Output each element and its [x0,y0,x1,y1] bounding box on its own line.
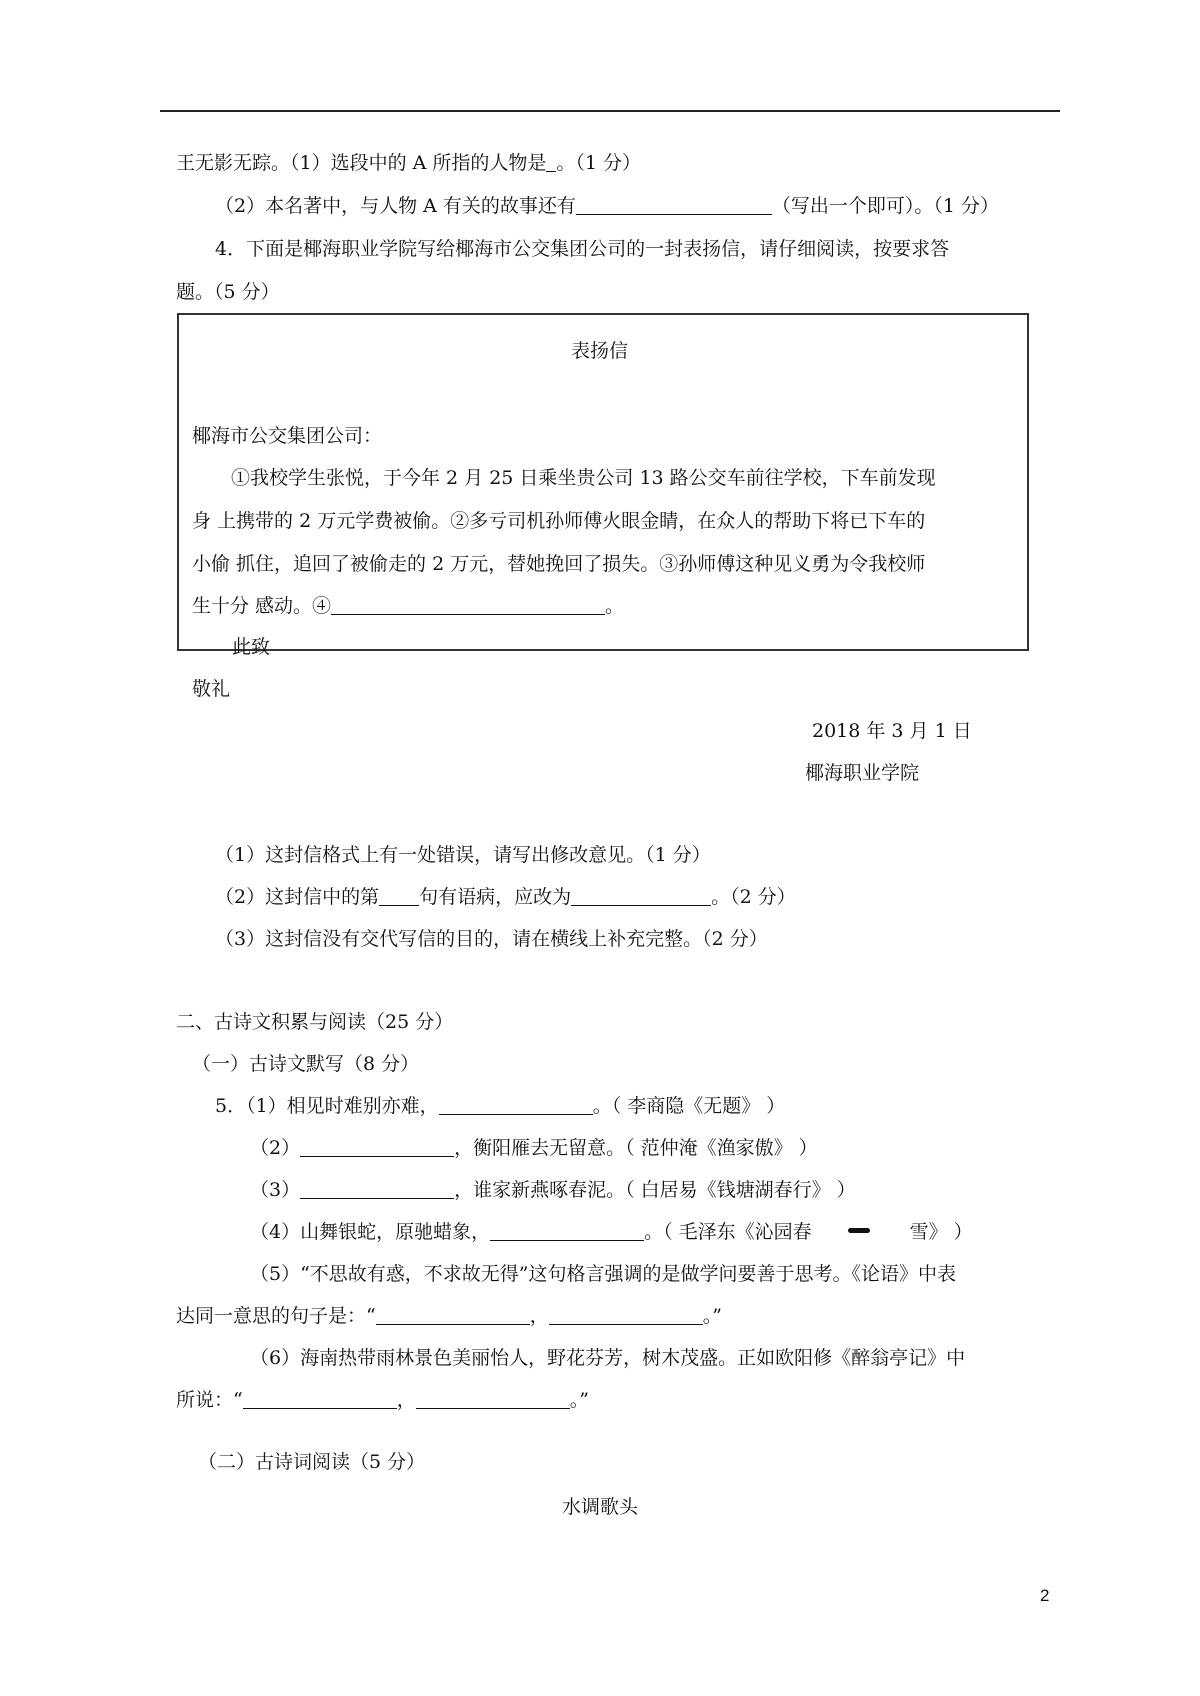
letter-body-line: 小偷 抓住，追回了被偷走的 2 万元，替她挽回了损失。③孙师傅这种见义勇为令我校师 [192,553,926,575]
letter-body-line: ①我校学生张悦，于今年 2 月 25 日乘坐贵公司 13 路公交车前往学校，下车前发现 [231,467,936,489]
poem-question-cont: 达同一意思的句子是：“ ， 。” [176,1305,722,1327]
answer-blank[interactable] [439,1094,593,1115]
page-number: 2 [1040,1586,1050,1605]
answer-blank[interactable] [379,885,419,906]
part-heading: （二）古诗词阅读（5 分） [198,1451,426,1473]
q3-continuation: 王无影无踪。（1）选段中的 A 所指的人物是 。（1 分） [176,152,642,174]
poem-question: （6）海南热带雨林景色美丽怡人，野花芬芳，树木茂盛。正如欧阳修《醉翁亭记》中 [250,1347,966,1369]
answer-blank[interactable] [331,594,605,615]
letter-title: 表扬信 [571,340,629,362]
poem-question-cont: 所说：“ ， 。” [176,1389,589,1411]
q3-sub2: （2）本名著中，与人物 A 有关的故事还有 （写出一个即可）。（1 分） [215,195,1000,217]
answer-blank[interactable] [576,194,772,215]
letter-salutation: 椰海市公交集团公司： [192,425,383,447]
letter-closing: 此致 [232,636,271,658]
answer-blank[interactable] [243,1388,397,1409]
q4-intro-cont: 题。（5 分） [176,281,280,303]
q4-intro: 4．下面是椰海职业学院写给椰海市公交集团公司的一封表扬信，请仔细阅读，按要求答 [215,238,950,260]
poem-question: （5）“不思故有惑，不求故无得”这句格言强调的是做学问要善于思考。《论语》中表 [250,1263,957,1285]
poem-question: （3） ，谁家新燕啄春泥。（ 白居易《钱塘湖春行》 ） [250,1179,856,1201]
answer-blank[interactable] [549,1304,703,1325]
answer-blank[interactable] [571,885,711,906]
q4-sub3: （3）这封信没有交代写信的目的，请在横线上补充完整。（2 分） [215,928,768,950]
answer-blank[interactable] [490,1220,644,1241]
letter-signature: 椰海职业学院 [805,762,920,784]
poem-title: 水调歌头 [562,1496,639,1518]
part-heading: （一）古诗文默写（8 分） [192,1053,420,1075]
section-heading: 二、古诗文积累与阅读（25 分） [176,1011,454,1033]
letter-date: 2018 年 3 月 1 日 [812,720,972,742]
q4-sub2: （2）这封信中的第 句有语病，应改为 。（2 分） [215,886,796,908]
answer-blank[interactable] [300,1178,454,1199]
dash-mark [848,1228,870,1233]
letter-closing-salute: 敬礼 [192,678,231,700]
letter-body-line: 身 上携带的 2 万元学费被偷。②多亏司机孙师傅火眼金睛，在众人的帮助下将已下车的 [192,510,926,532]
poem-question: 5．（1）相见时难别亦难， 。（ 李商隐《无题》 ） [215,1095,786,1117]
header-rule [160,110,1060,112]
answer-blank[interactable] [416,1388,570,1409]
answer-blank[interactable] [300,1136,454,1157]
answer-blank[interactable] [546,151,556,172]
letter-body-line: 生十分 感动。④ 。 [192,595,625,617]
q4-sub1: （1）这封信格式上有一处错误，请写出修改意见。（1 分） [215,844,711,866]
poem-question: （4）山舞银蛇，原驰蜡象， 。（ 毛泽东《沁园春 雪》 ） [250,1221,973,1243]
answer-blank[interactable] [376,1304,530,1325]
poem-question: （2） ，衡阳雁去无留意。（ 范仲淹《渔家傲》 ） [250,1137,818,1159]
